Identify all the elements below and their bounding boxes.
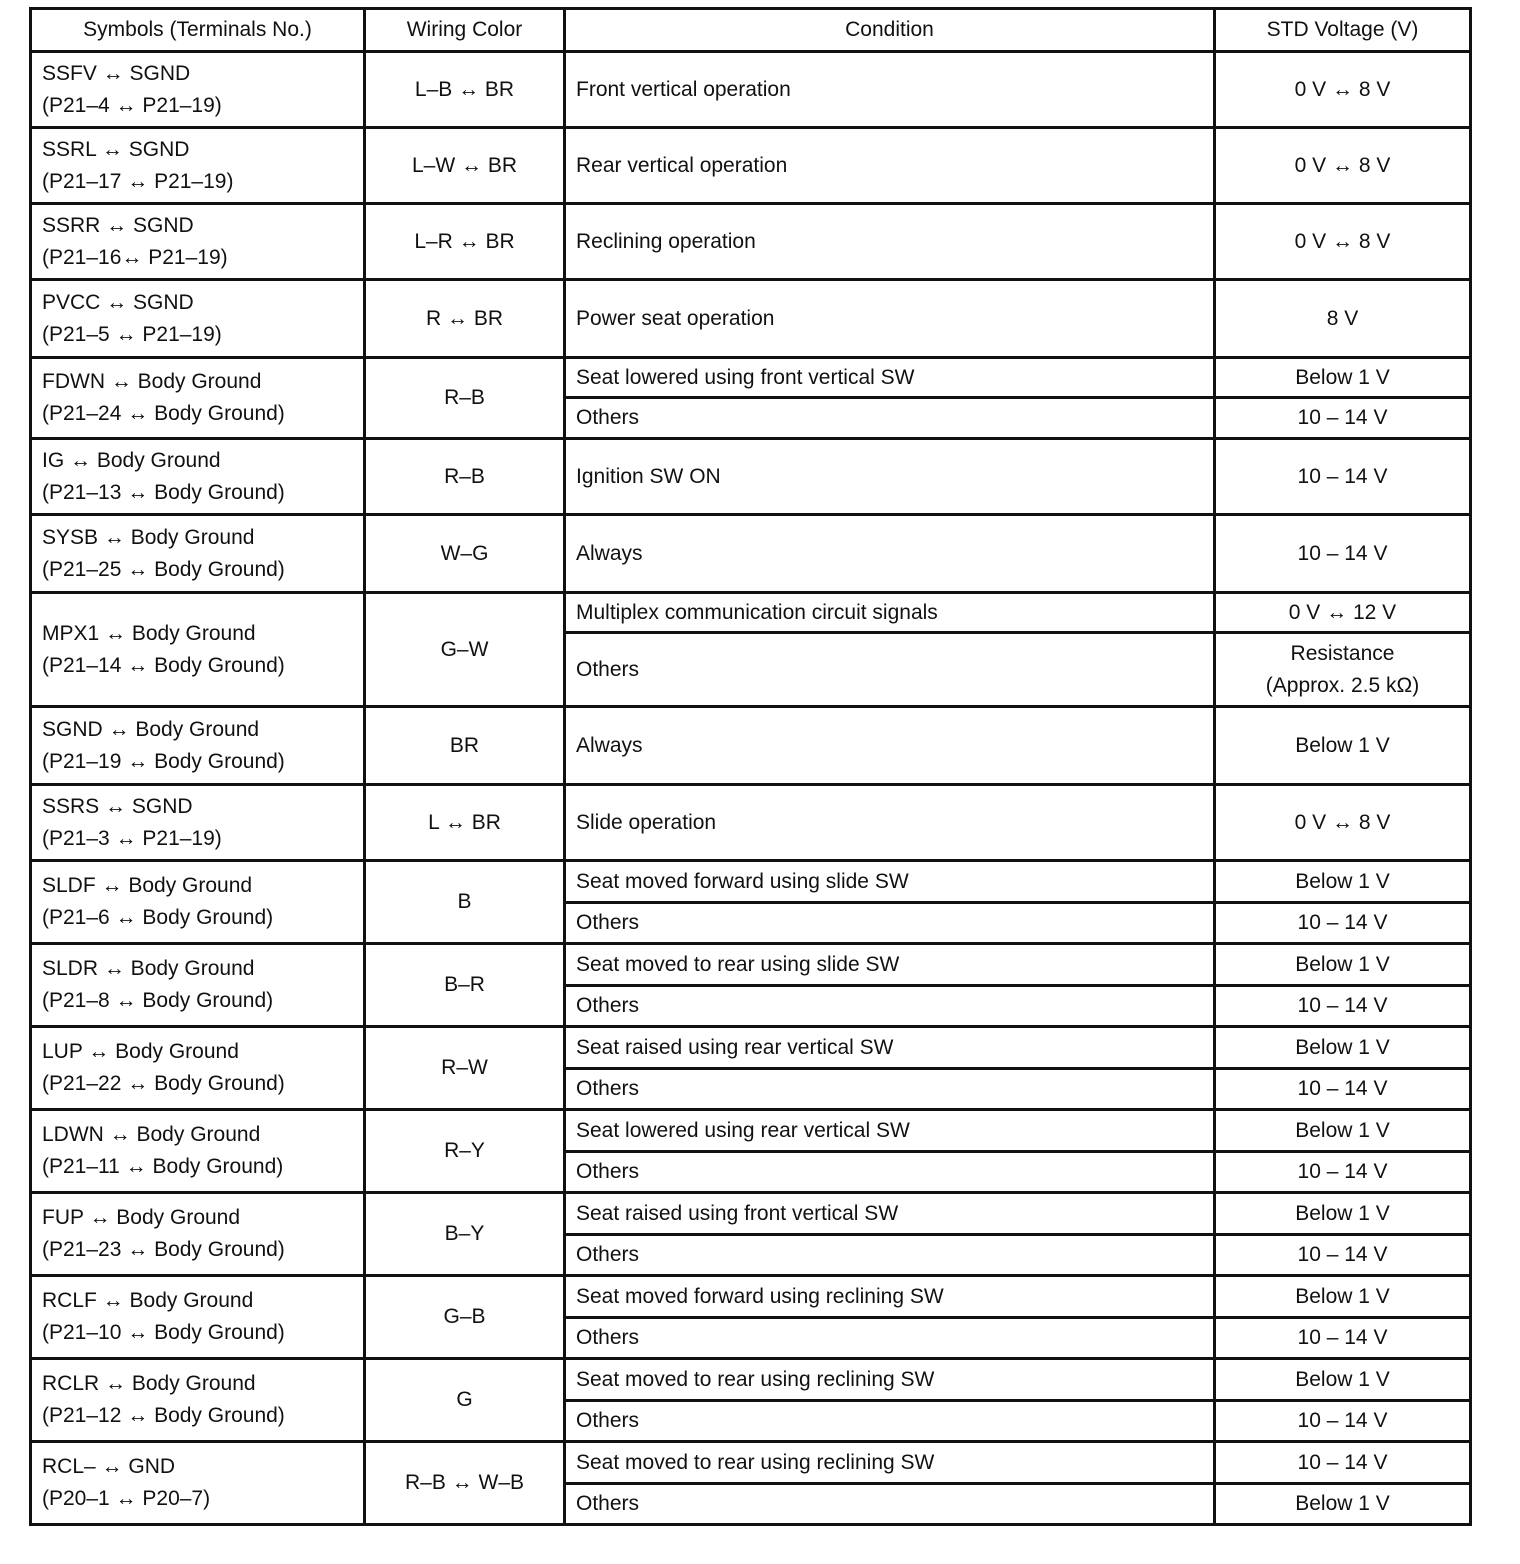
- symbol-text: RCL– ↔ GND: [42, 1455, 176, 1478]
- std-voltage-text: Below 1 V: [1295, 1284, 1390, 1308]
- wiring-color-cell: L ↔ BR: [365, 785, 565, 861]
- wiring-color-cell: R–W: [365, 1027, 565, 1110]
- symbol-cell: [31, 439, 365, 515]
- table-row: [31, 593, 1471, 633]
- symbol-cell: [31, 280, 365, 358]
- condition-cell: Seat moved forward using reclining SW: [565, 1276, 1215, 1318]
- wiring-color-cell: R–B: [365, 439, 565, 515]
- condition-cell: Others: [565, 1484, 1215, 1525]
- condition-cell: Seat lowered using rear vertical SW: [565, 1110, 1215, 1152]
- wiring-color-cell: R–B: [365, 358, 565, 439]
- symbol-cell: [31, 861, 365, 944]
- symbol-text: SSRR ↔ SGND: [42, 213, 194, 237]
- wiring-color-cell: G: [365, 1359, 565, 1442]
- symbol-cell: [31, 52, 365, 128]
- std-voltage-text: Below 1 V: [1295, 365, 1390, 389]
- terminal-numbers-text: (P21–4 ↔ P21–19): [42, 93, 222, 117]
- terminal-numbers-text: (P21–6 ↔ Body Ground): [42, 906, 274, 929]
- terminal-numbers-text: (P20–1 ↔ P20–7): [42, 1487, 211, 1510]
- terminal-numbers-text: (P21–11 ↔ Body Ground): [42, 1155, 284, 1178]
- std-voltage-cell: [1215, 1359, 1471, 1401]
- std-voltage-text: 10 – 14 V: [1297, 1160, 1388, 1183]
- header-std-voltage: STD Voltage (V): [1215, 9, 1471, 52]
- wiring-color-cell: B: [365, 861, 565, 944]
- symbol-text: RCLF ↔ Body Ground: [42, 1289, 254, 1312]
- symbol-text: LDWN ↔ Body Ground: [42, 1123, 261, 1146]
- condition-cell: Seat raised using rear vertical SW: [565, 1027, 1215, 1069]
- wiring-color-cell: B–R: [365, 944, 565, 1027]
- std-voltage-cell: [1215, 986, 1471, 1027]
- condition-cell: Others: [565, 633, 1215, 707]
- std-voltage-cell: [1215, 1484, 1471, 1525]
- std-voltage-text: 10 – 14 V: [1297, 1077, 1388, 1100]
- header-symbols: Symbols (Terminals No.): [31, 9, 365, 52]
- std-voltage-text: 8 V: [1326, 306, 1359, 330]
- symbol-text: PVCC ↔ SGND: [42, 290, 194, 314]
- table-row: [31, 1276, 1471, 1318]
- header-wiring-color: Wiring Color: [365, 9, 565, 52]
- std-voltage-cell: [1215, 358, 1471, 398]
- std-voltage-text: Below 1 V: [1295, 1201, 1390, 1225]
- std-voltage-cell: [1215, 204, 1471, 280]
- std-voltage-cell: [1215, 1276, 1471, 1318]
- condition-cell: Seat moved to rear using slide SW: [565, 944, 1215, 986]
- std-voltage-text: Below 1 V: [1295, 952, 1390, 976]
- std-voltage-cell: [1215, 1152, 1471, 1193]
- condition-cell: Multiplex communication circuit signals: [565, 593, 1215, 633]
- terminal-numbers-text: (P21–14 ↔ Body Ground): [42, 653, 285, 677]
- condition-cell: Others: [565, 986, 1215, 1027]
- symbol-text: SGND ↔ Body Ground: [42, 717, 260, 741]
- std-voltage-cell: [1215, 1235, 1471, 1276]
- condition-cell: Others: [565, 903, 1215, 944]
- table-row: [31, 1193, 1471, 1235]
- terminal-numbers-text: (P21–13 ↔ Body Ground): [42, 480, 285, 504]
- condition-cell: Seat moved forward using slide SW: [565, 861, 1215, 903]
- table-body: [31, 52, 1471, 1525]
- table-row: [31, 515, 1471, 593]
- table-row: [31, 280, 1471, 358]
- std-voltage-cell: [1215, 280, 1471, 358]
- terminal-numbers-text: (P21–24 ↔ Body Ground): [42, 402, 285, 425]
- symbol-cell: [31, 515, 365, 593]
- condition-cell: Always: [565, 515, 1215, 593]
- condition-cell: Front vertical operation: [565, 52, 1215, 128]
- std-voltage-cell: [1215, 1193, 1471, 1235]
- wiring-color-cell: L–R ↔ BR: [365, 204, 565, 280]
- wiring-color-cell: R–B ↔ W–B: [365, 1442, 565, 1525]
- std-voltage-cell: [1215, 707, 1471, 785]
- symbol-text: SSRL ↔ SGND: [42, 137, 190, 161]
- std-voltage-cell: [1215, 1069, 1471, 1110]
- symbol-text: SLDF ↔ Body Ground: [42, 874, 253, 897]
- wiring-color-cell: R ↔ BR: [365, 280, 565, 358]
- table-row: [31, 358, 1471, 398]
- table-row: [31, 785, 1471, 861]
- header-condition: Condition: [565, 9, 1215, 52]
- symbol-cell: [31, 785, 365, 861]
- terminal-voltage-table: [29, 7, 1472, 1526]
- symbol-cell: [31, 1276, 365, 1359]
- std-voltage-text: 10 – 14 V: [1297, 541, 1388, 565]
- symbol-cell: [31, 944, 365, 1027]
- table-row: [31, 1027, 1471, 1069]
- wiring-color-cell: L–B ↔ BR: [365, 52, 565, 128]
- std-voltage-text: 0 V ↔ 8 V: [1294, 153, 1391, 177]
- std-voltage-cell: [1215, 1442, 1471, 1484]
- std-voltage-cell: [1215, 1027, 1471, 1069]
- std-voltage-cell: [1215, 593, 1471, 633]
- std-voltage-cell: [1215, 633, 1471, 707]
- terminal-numbers-text: (P21–8 ↔ Body Ground): [42, 989, 274, 1012]
- table-row: [31, 204, 1471, 280]
- std-voltage-cell: [1215, 515, 1471, 593]
- condition-cell: Reclining operation: [565, 204, 1215, 280]
- std-voltage-text: Below 1 V: [1295, 1367, 1390, 1391]
- wiring-color-cell: R–Y: [365, 1110, 565, 1193]
- std-voltage-cell: [1215, 903, 1471, 944]
- symbol-text: FUP ↔ Body Ground: [42, 1206, 241, 1229]
- table-row: [31, 1110, 1471, 1152]
- symbol-cell: [31, 593, 365, 707]
- table-row: [31, 1359, 1471, 1401]
- std-voltage-text: 10 – 14 V: [1297, 1409, 1388, 1432]
- std-voltage-cell: [1215, 52, 1471, 128]
- std-voltage-cell: [1215, 785, 1471, 861]
- std-voltage-text: 0 V ↔ 8 V: [1294, 229, 1391, 253]
- wiring-color-cell: W–G: [365, 515, 565, 593]
- condition-cell: Others: [565, 1069, 1215, 1110]
- wiring-color-cell: B–Y: [365, 1193, 565, 1276]
- condition-cell: Seat raised using front vertical SW: [565, 1193, 1215, 1235]
- std-voltage-text: Resistance: [1290, 641, 1395, 665]
- symbol-text: FDWN ↔ Body Ground: [42, 370, 262, 393]
- condition-cell: Others: [565, 398, 1215, 439]
- condition-cell: Others: [565, 1318, 1215, 1359]
- std-voltage-cell: [1215, 1401, 1471, 1442]
- symbol-text: LUP ↔ Body Ground: [42, 1040, 239, 1063]
- std-voltage-cell: [1215, 1318, 1471, 1359]
- terminal-numbers-text: (P21–3 ↔ P21–19): [42, 826, 222, 850]
- wiring-color-cell: BR: [365, 707, 565, 785]
- wiring-color-cell: G–B: [365, 1276, 565, 1359]
- terminal-numbers-text: (P21–5 ↔ P21–19): [42, 322, 222, 346]
- condition-cell: Slide operation: [565, 785, 1215, 861]
- table-row: [31, 861, 1471, 903]
- terminal-numbers-text: (P21–12 ↔ Body Ground): [42, 1404, 285, 1427]
- condition-cell: Always: [565, 707, 1215, 785]
- symbol-cell: [31, 128, 365, 204]
- std-voltage-text: Below 1 V: [1295, 1118, 1390, 1142]
- std-voltage-text: Below 1 V: [1295, 869, 1390, 893]
- symbol-text: SSRS ↔ SGND: [42, 794, 193, 818]
- std-voltage-text: 10 – 14 V: [1297, 911, 1388, 934]
- terminal-numbers-text: (P21–23 ↔ Body Ground): [42, 1238, 285, 1261]
- std-voltage-cell: [1215, 398, 1471, 439]
- symbol-cell: [31, 1110, 365, 1193]
- std-voltage-text: 10 – 14 V: [1297, 464, 1388, 488]
- symbol-cell: [31, 1193, 365, 1276]
- table-row: [31, 1442, 1471, 1484]
- std-voltage-cell: [1215, 1110, 1471, 1152]
- condition-cell: Seat lowered using front vertical SW: [565, 358, 1215, 398]
- condition-cell: Others: [565, 1152, 1215, 1193]
- symbol-cell: [31, 1359, 365, 1442]
- symbol-text: SSFV ↔ SGND: [42, 61, 191, 85]
- condition-cell: Power seat operation: [565, 280, 1215, 358]
- std-voltage-text: 10 – 14 V: [1297, 406, 1388, 429]
- std-voltage-text: (Approx. 2.5 kΩ): [1265, 673, 1420, 697]
- terminal-numbers-text: (P21–19 ↔ Body Ground): [42, 749, 285, 773]
- condition-cell: Rear vertical operation: [565, 128, 1215, 204]
- std-voltage-cell: [1215, 861, 1471, 903]
- symbol-cell: [31, 1027, 365, 1110]
- terminal-numbers-text: (P21–10 ↔ Body Ground): [42, 1321, 285, 1344]
- symbol-text: RCLR ↔ Body Ground: [42, 1372, 256, 1395]
- terminal-numbers-text: (P21–16↔ P21–19): [42, 245, 228, 269]
- symbol-cell: [31, 707, 365, 785]
- std-voltage-text: 0 V ↔ 8 V: [1294, 810, 1391, 834]
- std-voltage-cell: [1215, 439, 1471, 515]
- std-voltage-text: Below 1 V: [1295, 733, 1390, 757]
- condition-cell: Seat moved to rear using reclining SW: [565, 1442, 1215, 1484]
- std-voltage-text: 0 V ↔ 8 V: [1294, 77, 1391, 101]
- symbol-text: SLDR ↔ Body Ground: [42, 957, 255, 980]
- std-voltage-cell: [1215, 944, 1471, 986]
- symbol-cell: [31, 204, 365, 280]
- condition-cell: Others: [565, 1235, 1215, 1276]
- table-row: [31, 944, 1471, 986]
- std-voltage-text: 10 – 14 V: [1297, 994, 1388, 1017]
- symbol-cell: [31, 358, 365, 439]
- std-voltage-text: 10 – 14 V: [1297, 1326, 1388, 1349]
- symbol-cell: [31, 1442, 365, 1525]
- std-voltage-cell: [1215, 128, 1471, 204]
- table-row: [31, 439, 1471, 515]
- terminal-numbers-text: (P21–25 ↔ Body Ground): [42, 557, 285, 581]
- terminal-numbers-text: (P21–17 ↔ P21–19): [42, 169, 234, 193]
- header-row: [31, 9, 1471, 52]
- wiring-color-cell: L–W ↔ BR: [365, 128, 565, 204]
- table-row: [31, 128, 1471, 204]
- wiring-color-cell: G–W: [365, 593, 565, 707]
- symbol-text: MPX1 ↔ Body Ground: [42, 621, 256, 645]
- std-voltage-text: 10 – 14 V: [1297, 1243, 1388, 1266]
- condition-cell: Others: [565, 1401, 1215, 1442]
- std-voltage-text: 0 V ↔ 12 V: [1288, 600, 1397, 624]
- condition-cell: Ignition SW ON: [565, 439, 1215, 515]
- std-voltage-text: 10 – 14 V: [1297, 1450, 1388, 1474]
- condition-cell: Seat moved to rear using reclining SW: [565, 1359, 1215, 1401]
- std-voltage-text: Below 1 V: [1295, 1492, 1390, 1515]
- table-row: [31, 707, 1471, 785]
- std-voltage-text: Below 1 V: [1295, 1035, 1390, 1059]
- terminal-numbers-text: (P21–22 ↔ Body Ground): [42, 1072, 285, 1095]
- symbol-text: IG ↔ Body Ground: [42, 448, 221, 472]
- table-row: [31, 52, 1471, 128]
- symbol-text: SYSB ↔ Body Ground: [42, 525, 255, 549]
